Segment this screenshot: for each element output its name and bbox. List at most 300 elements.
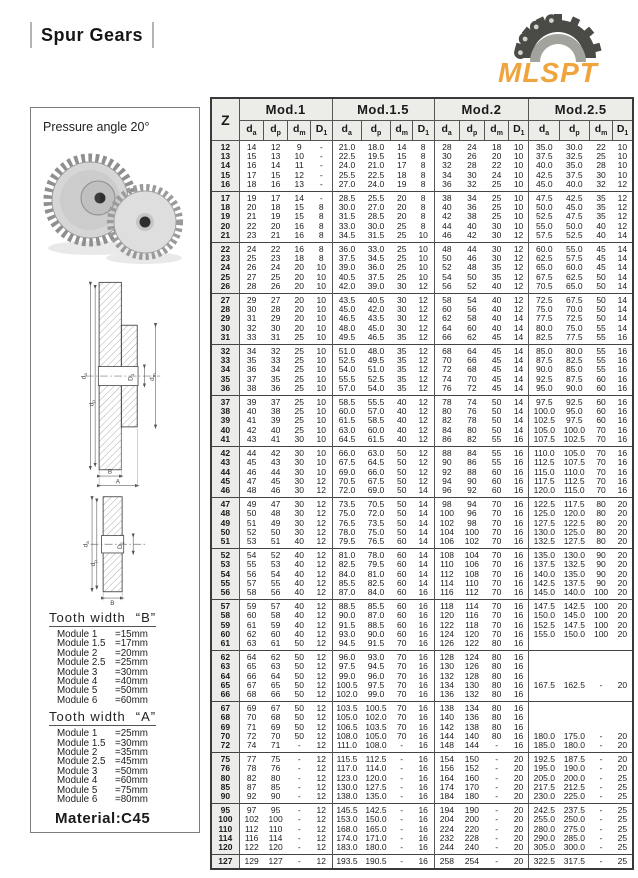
cell-mod15-D1: 12 [418, 397, 428, 408]
cell-mod2-da: 102 [434, 519, 459, 528]
cell-mod15-dp: 81.0 [367, 568, 385, 579]
cell-mod15-da: 72.0 [332, 486, 361, 498]
cell-mod15-da: 100.5 [332, 681, 361, 690]
cell-mod1-dp: 56 [270, 586, 281, 597]
cell-mod15-dp: 108.0 [365, 739, 387, 750]
cell-mod1-dm: 9 [296, 142, 302, 152]
cell-mod25-D1: 14 [617, 322, 628, 333]
cell-mod15-D1: 16 [418, 619, 428, 630]
cell-mod15-dm: 50 [396, 526, 407, 537]
cell-mod15-D1: 12 [418, 313, 428, 324]
cell-mod1-da: 47 [239, 477, 263, 486]
cell-mod15-dp: 180.0 [365, 842, 387, 853]
cell-mod2-dm: 80 [491, 637, 502, 648]
cell-mod1-D1: 10 [316, 280, 326, 291]
cell-mod15-D1: 12 [418, 424, 428, 435]
cell-mod2-D1: 20 [513, 805, 524, 816]
z-value: 47 [211, 498, 239, 510]
cell-mod25-D1: 16 [617, 355, 628, 366]
module-width-text: =25mm [115, 657, 148, 669]
tooth-width-b-list [57, 630, 199, 705]
cell-mod25-dm: - [599, 679, 603, 690]
module-width-text: Module 2.5 [57, 756, 106, 768]
cell-mod15-da: 174.0 [332, 834, 361, 843]
cell-mod1-dp: 60 [270, 628, 281, 639]
cell-mod25-D1: 20 [617, 610, 628, 621]
cell-mod25-da: 140.0 [529, 570, 559, 579]
module-width-text: Module 3 [57, 765, 98, 777]
cell-mod2-dm: 50 [491, 397, 502, 408]
z-value: 34 [211, 365, 239, 374]
cell-mod2-da: 48 [434, 243, 459, 255]
cell-mod2-dp: 92 [467, 484, 477, 495]
cell-mod2-dm: 50 [491, 415, 502, 426]
cell-mod15-dm: 70 [396, 703, 407, 714]
gear-photo [40, 136, 190, 276]
cell-mod2-da: 112 [434, 570, 459, 579]
cell-mod25-dm: 55 [596, 346, 606, 357]
cell-mod15-da: 79.5 [332, 537, 361, 549]
z-value: 23 [211, 254, 239, 263]
cell-mod15-D1: 12 [418, 355, 428, 366]
cell-mod1-dm: 13 [294, 178, 305, 189]
z-value: 67 [211, 702, 239, 714]
module-width-text: Module 2 [57, 647, 98, 659]
cell-mod25-D1: 25 [617, 805, 628, 816]
cell-mod25-da: 102.5 [529, 416, 559, 425]
module-width-text: =35mm [115, 747, 148, 759]
cell-mod1-da: 66 [239, 672, 263, 681]
cell-mod1-da: 27 [239, 273, 263, 282]
cell-mod25-dp: 45.0 [566, 202, 583, 213]
cell-mod2-da: 88 [434, 447, 459, 459]
cell-mod1-dp: 40 [270, 424, 281, 435]
cell-mod25-dp [559, 702, 589, 714]
subheader-dp: $d_p$ [361, 121, 390, 141]
cell-mod2-D1: 12 [513, 244, 524, 255]
cell-mod1-da: 48 [239, 486, 263, 498]
cell-mod15-dp: 31.5 [367, 229, 385, 240]
cell-mod15-dm: 70 [396, 637, 407, 648]
cell-mod2-D1: 10 [513, 211, 524, 222]
cell-mod2-D1: 16 [513, 652, 524, 663]
cell-mod2-D1: 12 [513, 262, 524, 273]
cell-mod15-dm: - [400, 842, 404, 853]
z-value: 72 [211, 741, 239, 753]
cell-mod2-dm: 18 [491, 142, 502, 152]
cell-mod1-D1: 10 [316, 466, 326, 477]
cell-mod2-dm: 25 [491, 178, 502, 189]
cell-mod1-dm: 15 [294, 202, 305, 213]
cell-mod2-da: 40 [434, 203, 459, 212]
cell-mod1-dm: - [297, 805, 301, 816]
cell-mod25-dm: - [599, 763, 603, 774]
cell-mod2-dp: 120 [464, 628, 479, 639]
cell-mod15-da: 115.5 [332, 753, 361, 765]
module-width-text: Module 1 [57, 629, 98, 640]
cell-mod1-D1: 12 [316, 721, 326, 732]
cell-mod25-da: 195.0 [529, 764, 559, 773]
cell-mod15-da: 84.0 [332, 570, 361, 579]
cell-mod25-da [529, 651, 559, 663]
cell-mod2-dp: 94 [467, 499, 477, 510]
cell-mod1-D1: 10 [316, 397, 326, 408]
cell-mod15-da: 73.5 [332, 498, 361, 510]
cell-mod1-dm: 20 [294, 262, 305, 273]
cell-mod2-dp: 114 [465, 601, 479, 612]
cell-mod1-dm: 25 [294, 397, 305, 408]
cell-mod2-D1: 20 [513, 856, 524, 867]
cell-mod25-da: 145.0 [529, 588, 559, 600]
cell-mod2-D1: 10 [513, 151, 524, 162]
cell-mod25-dm: - [599, 772, 603, 783]
cell-mod2-dp: 136 [464, 712, 479, 723]
cell-mod25-dp: 122.5 [563, 517, 585, 528]
cell-mod15-dm: 70 [396, 712, 407, 723]
cell-mod1-D1: 10 [316, 322, 326, 333]
cell-mod15-da: 48.0 [332, 324, 361, 333]
cell-mod2-dm: 25 [491, 202, 502, 213]
module-width-text: =17mm [115, 638, 148, 650]
cell-mod1-dp: 47 [270, 499, 281, 510]
cell-mod2-dm: 60 [491, 475, 502, 486]
cell-mod25-dm: 40 [596, 220, 606, 231]
cell-mod15-dm: 60 [396, 610, 407, 621]
cell-mod1-da: 54 [239, 549, 263, 561]
cell-mod2-dp: 152 [464, 763, 479, 774]
cell-mod25-dp: 120.0 [563, 508, 585, 519]
module-width-text: Module 5 [57, 685, 98, 697]
cell-mod15-D1: 16 [418, 739, 428, 750]
cell-mod25-D1: 20 [617, 679, 628, 690]
cell-mod15-dp: 30.0 [367, 220, 385, 231]
z-value: 85 [211, 783, 239, 792]
cell-mod1-da: 28 [239, 282, 263, 294]
cell-mod2-dp: 34 [467, 193, 477, 204]
cell-mod2-da: 76 [434, 384, 459, 396]
cell-mod1-D1: 12 [316, 670, 326, 681]
cell-mod15-da: 37.5 [332, 254, 361, 263]
cell-mod2-dp: 104 [464, 550, 479, 561]
cell-mod1-D1: - [319, 160, 323, 171]
cell-mod1-D1: 10 [316, 262, 326, 273]
cell-mod2-D1: 14 [513, 346, 524, 357]
cell-mod1-da: 78 [239, 764, 263, 773]
cell-mod25-dp: 107.5 [563, 457, 585, 468]
cell-mod15-dm: 50 [396, 484, 407, 495]
z-value: 51 [211, 537, 239, 549]
z-value: 55 [211, 579, 239, 588]
cell-mod2-dm: 80 [491, 661, 502, 672]
cell-mod2-D1: 16 [513, 628, 524, 639]
cell-mod1-dm: 30 [294, 475, 305, 486]
cell-mod25-dp: 162.5 [563, 679, 585, 690]
cell-mod25-D1: 14 [617, 304, 628, 315]
cell-mod1-da: 42 [239, 426, 263, 435]
cell-mod15-da: 88.5 [332, 600, 361, 612]
cell-mod2-dm: 22 [491, 160, 502, 171]
cell-mod2-dm: 30 [491, 220, 502, 231]
cell-mod15-dp: 67.5 [367, 475, 385, 486]
cell-mod2-D1: 16 [513, 466, 524, 477]
z-value: 25 [211, 273, 239, 282]
cell-mod25-dm: 45 [596, 244, 606, 255]
cell-mod25-da [529, 702, 559, 714]
cell-mod2-da: 204 [434, 815, 459, 824]
cell-mod2-D1: 16 [513, 568, 524, 579]
cell-mod15-dp: 55.5 [367, 397, 385, 408]
cell-mod15-dp: 34.5 [367, 253, 385, 264]
cell-mod1-dp: 21 [270, 229, 281, 240]
cell-mod15-da: 99.0 [332, 672, 361, 681]
cell-mod2-D1: 20 [513, 823, 524, 834]
cell-mod2-dm: 70 [491, 586, 502, 597]
cell-mod15-da: 82.5 [332, 560, 361, 569]
cell-mod15-dp: 94.5 [367, 661, 385, 672]
cell-mod15-D1: 12 [418, 466, 428, 477]
row-block [211, 855, 633, 870]
cell-mod15-dp: 66.0 [367, 466, 385, 477]
cell-mod25-da: 45.0 [529, 180, 559, 192]
cell-mod25-dm: 60 [596, 373, 606, 384]
cell-mod2-dm: 70 [491, 619, 502, 630]
cell-mod2-dp: 76 [467, 406, 477, 417]
cell-mod25-dp: 117.5 [564, 499, 585, 510]
z-value: 33 [211, 356, 239, 365]
cell-mod15-D1: 12 [418, 364, 428, 375]
cell-mod1-dp: 32 [270, 346, 281, 357]
cell-mod1-D1: 12 [316, 823, 326, 834]
dim-label-B: B [107, 468, 113, 476]
cell-mod2-dm: 45 [491, 346, 502, 357]
cell-mod2-dm: 45 [491, 355, 502, 366]
cell-mod2-dp: 138 [464, 721, 479, 732]
cell-mod1-da: 97 [239, 804, 263, 816]
cell-mod1-da: 52 [239, 528, 263, 537]
cell-mod25-D1: 20 [617, 739, 628, 750]
module-width-text: =80mm [115, 794, 148, 806]
cell-mod2-D1: 16 [513, 661, 524, 672]
cell-mod1-D1: 12 [316, 703, 326, 714]
cell-mod2-dm: - [495, 842, 499, 853]
cell-mod2-da: 142 [434, 723, 459, 732]
cell-mod2-dp: 36 [467, 202, 477, 213]
cell-mod25-dp: 85.0 [566, 364, 583, 375]
cell-mod1-dp: 30 [270, 322, 281, 333]
cell-mod2-D1: 16 [513, 517, 524, 528]
cell-mod1-D1: 12 [316, 586, 326, 597]
z-value: 127 [211, 855, 239, 870]
cell-mod15-dm: 30 [396, 313, 407, 324]
cell-mod25-D1: 12 [617, 220, 628, 231]
cell-mod2-da: 30 [434, 152, 459, 161]
cell-mod2-dm: 70 [491, 508, 502, 519]
cell-mod2-D1: 14 [513, 415, 524, 426]
module-width-text: Module 5 [57, 784, 98, 796]
module-width-text: Module 6 [57, 694, 98, 706]
cell-mod2-D1: 16 [513, 484, 524, 495]
cell-mod15-dp: 88.5 [367, 619, 385, 630]
cell-mod1-dp: 63 [270, 661, 281, 672]
cell-mod25-da: 305.0 [529, 843, 559, 855]
cell-mod15-D1: 16 [418, 637, 428, 648]
cell-mod2-da: 80 [434, 407, 459, 416]
cell-mod2-da: 244 [434, 843, 459, 855]
cell-mod1-dm: 20 [294, 304, 305, 315]
cell-mod2-dp: 240 [464, 842, 479, 853]
row-block [211, 345, 633, 396]
z-value: 90 [211, 792, 239, 804]
z-value: 120 [211, 843, 239, 855]
cell-mod25-dp: 40.0 [566, 178, 583, 189]
cell-mod25-dp: 50.0 [566, 220, 583, 231]
cell-mod15-da: 57.0 [332, 384, 361, 396]
cell-mod25-dp: 140.0 [563, 586, 585, 597]
cell-mod25-dm: - [599, 791, 603, 801]
cell-mod1-dp: 34 [270, 364, 281, 375]
cell-mod15-dm: 35 [396, 346, 407, 357]
cell-mod15-dp: 100.5 [365, 703, 387, 714]
cell-mod2-dm: 80 [491, 703, 502, 714]
cell-mod25-D1: 20 [617, 619, 628, 630]
cell-mod2-D1: 16 [513, 559, 524, 570]
cell-mod1-dm: 50 [294, 679, 305, 690]
cell-mod25-dm: 100 [593, 586, 609, 597]
cell-mod15-dp: 70.5 [367, 499, 385, 510]
cell-mod2-dp: 150 [464, 754, 479, 765]
cell-mod1-dm: - [297, 781, 301, 792]
cell-mod1-dp: 100 [268, 814, 283, 825]
cell-mod2-D1: 14 [513, 313, 524, 324]
cell-mod15-da: 90.0 [332, 611, 361, 620]
cell-mod15-D1: 16 [418, 610, 428, 621]
cell-mod25-dm: 70 [596, 484, 606, 495]
cell-mod2-dm: 40 [491, 280, 502, 291]
cell-mod1-D1: 8 [318, 202, 324, 213]
subheader-D1: $D_1$ [311, 121, 332, 141]
cell-mod2-da: 174 [434, 783, 459, 792]
z-value: 32 [211, 345, 239, 357]
cell-mod15-da: 193.5 [332, 855, 361, 870]
cell-mod2-dp: 28 [467, 160, 477, 171]
cell-mod1-da: 51 [239, 519, 263, 528]
cell-mod25-dp: 132.5 [563, 559, 585, 570]
cell-mod15-D1: 12 [418, 346, 428, 357]
subheader-dm: $d_m$ [391, 121, 413, 141]
cell-mod15-da: 87.0 [332, 588, 361, 600]
module-width-text: Module 4 [57, 676, 98, 688]
cell-mod1-da: 55 [239, 560, 263, 569]
cell-mod1-dp: 38 [270, 406, 281, 417]
cell-mod1-da: 40 [239, 407, 263, 416]
z-value: 68 [211, 713, 239, 722]
cell-mod25-dp: 212.5 [563, 781, 585, 792]
cell-mod15-D1: 8 [420, 220, 426, 231]
cell-mod25-da [529, 662, 559, 671]
cell-mod2-D1: 10 [513, 220, 524, 231]
cell-mod1-da: 31 [239, 314, 263, 323]
cell-mod25-dm: 100 [593, 628, 609, 639]
cell-mod15-dm: 40 [396, 415, 407, 426]
cell-mod25-dm: 70 [596, 433, 606, 444]
z-value: 69 [211, 723, 239, 732]
cell-mod25-dm: 60 [596, 397, 606, 408]
cell-mod1-dp: 20 [270, 220, 281, 231]
cell-mod15-dp: 18.0 [367, 142, 385, 152]
cell-mod15-dm: 60 [396, 628, 407, 639]
cell-mod2-D1: 12 [513, 229, 524, 240]
cell-mod1-da: 30 [239, 305, 263, 314]
cell-mod25-dm: - [599, 805, 603, 816]
cell-mod2-da: 136 [434, 690, 459, 702]
cell-mod1-D1: 8 [318, 229, 324, 240]
cell-mod25-da: 127.5 [529, 519, 559, 528]
cell-mod25-dp [559, 690, 589, 702]
cell-mod25-dm: 90 [596, 577, 606, 588]
cell-mod15-D1: 8 [420, 178, 426, 189]
cell-mod1-dp: 85 [270, 781, 281, 792]
cell-mod2-D1: 14 [513, 373, 524, 384]
cell-mod2-dp: 108 [464, 568, 479, 579]
cell-mod2-dp: 112 [465, 586, 479, 597]
cell-mod15-D1: 14 [418, 577, 428, 588]
cell-mod25-da: 80.0 [529, 324, 559, 333]
cell-mod1-D1: 10 [316, 415, 326, 426]
cell-mod15-dp: 73.5 [367, 517, 385, 528]
cell-mod2-D1: 14 [513, 355, 524, 366]
cell-mod15-dm: 30 [396, 304, 407, 315]
cell-mod15-D1: 16 [418, 781, 428, 792]
cell-mod25-dp: 275.0 [563, 823, 585, 834]
z-value: 17 [211, 192, 239, 204]
cell-mod2-dm: 80 [491, 712, 502, 723]
cell-mod15-da: 96.0 [332, 651, 361, 663]
spec-table-wrap [210, 97, 634, 870]
row-block [211, 447, 633, 498]
cell-mod15-da: 111.0 [332, 741, 361, 753]
cell-mod2-dp: 66 [467, 355, 477, 366]
dim-label-dp: $d_p$ [90, 560, 99, 567]
cell-mod1-dm: 30 [294, 433, 305, 444]
cell-mod2-da: 36 [434, 180, 459, 192]
cell-mod15-D1: 8 [420, 160, 426, 171]
z-value: 61 [211, 639, 239, 651]
module-width-text: Module 2 [57, 747, 98, 759]
cell-mod2-D1: 20 [513, 814, 524, 825]
cell-mod1-dm: 40 [294, 559, 305, 570]
cell-mod1-da: 34 [239, 345, 263, 357]
cell-mod15-da: 78.0 [332, 528, 361, 537]
cell-mod15-da: 75.0 [332, 509, 361, 518]
cell-mod2-dm: - [495, 763, 499, 774]
cell-mod15-da: 46.5 [332, 314, 361, 323]
subheader-dm: $d_m$ [589, 121, 612, 141]
cell-mod15-dm: 50 [396, 466, 407, 477]
cell-mod1-dm: 30 [294, 526, 305, 537]
cell-mod15-dm: 70 [396, 688, 407, 699]
cell-mod2-D1: 16 [513, 550, 524, 561]
cell-mod1-D1: 12 [316, 842, 326, 853]
cell-mod1-D1: 12 [316, 856, 326, 867]
z-value: 76 [211, 764, 239, 773]
cell-mod25-dm: - [599, 842, 603, 853]
flat-gear-section-drawing [44, 492, 186, 606]
cell-mod2-dm: 45 [491, 364, 502, 375]
cell-mod25-da: 152.5 [529, 621, 559, 630]
cell-mod2-D1: 10 [513, 202, 524, 213]
cell-mod1-dp: 42 [270, 448, 281, 459]
cell-mod15-D1: 14 [418, 568, 428, 579]
